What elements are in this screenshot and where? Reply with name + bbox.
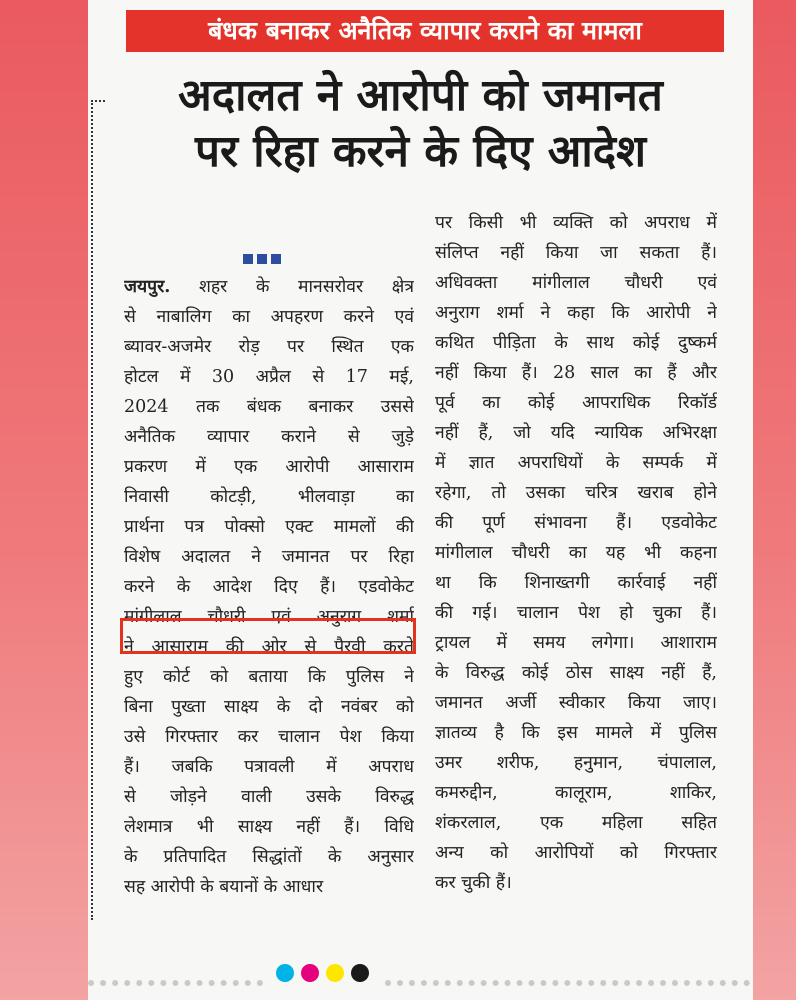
headline [108,68,733,180]
article-line-text: 2024 तक बंधक बनाकर उससे [124,397,414,417]
article-line-text: लेशमात्र भी साक्ष्य नहीं हैं। विधि [124,817,414,837]
article-line-text: मांगीलाल चौधरी का यह भी कहना [435,543,717,563]
headline-line-1: अदालत ने आरोपी को जमानत [178,70,663,121]
article-line-text: के विरुद्ध कोई ठोस साक्ष्य नहीं हैं, [435,663,717,683]
headline-line-2: पर रिहा करने के दिए आदेश [194,126,647,177]
article-line [124,722,414,752]
article-line-text: में ज्ञात अपराधियों के सम्पर्क में [435,453,717,473]
article-line-text: विशेष अदालत ने जमानत पर रिहा [124,547,414,567]
article-line [435,328,717,358]
article-line-text: था कि शिनाख्तगी कार्रवाई नहीं [435,573,717,593]
article-line [124,872,414,902]
article-line [435,748,717,778]
highlight-box [120,618,416,654]
article-line-text: प्रकरण में एक आरोपी आसाराम [124,457,414,477]
article-line-text: कर चुकी हैं। [435,873,512,893]
article-line-text: के प्रतिपादित सिद्धांतों के अनुसार [124,847,414,867]
article-line-text: शहर के मानसरोवर क्षेत्र [198,277,414,297]
article-line-text: नहीं हैं, जो यदि न्यायिक अभिरक्षा [435,423,717,443]
article-line [124,842,414,872]
dotted-border-left [91,100,93,920]
article-line-text: निवासी कोटड़ी, भीलवाड़ा का [124,487,414,507]
article-line [435,538,717,568]
article-line-text: संलिप्त नहीं किया जा सकता हैं। [435,243,717,263]
article-line-text: ज्ञातव्य है कि इस मामले में पुलिस [435,723,717,743]
registration-dot [276,964,294,982]
article-line-text: सह आरोपी के बयानों के आधार [124,877,324,897]
article-line [435,688,717,718]
article-line [124,302,414,332]
article-line-text: हुए कोर्ट को बताया कि पुलिस ने [124,667,414,687]
article-column-left [124,272,414,902]
article-line [124,452,414,482]
registration-dot [326,964,344,982]
article-line [124,542,414,572]
footer-rule-left [88,980,263,986]
article-line [435,418,717,448]
article-line [435,718,717,748]
article-line-text: अनुराग शर्मा ने कहा कि आरोपी ने [435,303,717,323]
article-line [435,448,717,478]
registration-dot [351,964,369,982]
kicker-banner: बंधक बनाकर अनैतिक व्यापार कराने का मामला [126,10,724,52]
article-line [124,512,414,542]
article-line-text: पर किसी भी व्यक्ति को अपराध में [435,213,717,233]
marker-square [243,254,253,264]
dotted-border-corner [91,100,105,102]
article-line-text: अधिवक्ता मांगीलाल चौधरी एवं [435,273,717,293]
marker-square [271,254,281,264]
article-line-text: प्रार्थना पत्र पोक्सो एक्ट मामलों की [124,517,414,537]
article-line-text: होटल में 30 अप्रैल से 17 मई, [124,367,414,387]
article-line [124,482,414,512]
article-line [435,778,717,808]
registration-dot [301,964,319,982]
article-line [124,692,414,722]
article-line-text: पूर्व का कोई आपराधिक रिकॉर्ड [435,393,717,413]
newspaper-clipping [88,0,753,1000]
article-line [435,388,717,418]
dateline: जयपुर. [124,277,171,297]
article-line-text: कमरुद्दीन, कालूराम, शाकिर, [435,783,717,803]
marker-square [257,254,267,264]
article-line [124,362,414,392]
article-column-right [435,208,717,898]
article-line-text: की गई। चालान पेश हो चुका हैं। [435,603,717,623]
article-line [124,332,414,362]
article-line-text: हैं। जबकि पत्रावली में अपराध [124,757,414,777]
article-line-text: ट्रायल में समय लगेगा। आशाराम [435,633,717,653]
article-line [435,628,717,658]
article-line-text: करने के आदेश दिए हैं। एडवोकेट [124,577,414,597]
article-line [124,812,414,842]
article-line [435,808,717,838]
article-line-text: बिना पुख्ता साक्ष्य के दो नवंबर को [124,697,414,717]
article-line-text: जमानत अर्जी स्वीकार किया जाए। [435,693,717,713]
article-line [435,568,717,598]
article-line-text: उसे गिरफ्तार कर चालान पेश किया [124,727,414,747]
article-line-text: ब्यावर-अजमेर रोड़ पर स्थित एक [124,337,414,357]
article-line [435,838,717,868]
article-line-text: अनैतिक व्यापार कराने से जुड़े [124,427,414,447]
article-line-text: उमर शरीफ, हनुमान, चंपालाल, [435,753,717,773]
article-line [124,782,414,812]
article-line [435,268,717,298]
article-line [124,752,414,782]
article-line [435,208,717,238]
article-line-text: की पूर्ण संभावना हैं। एडवोकेट [435,513,717,533]
article-line-text: मांगीलाल चौधरी एवं अनुराग शर्मा [124,607,414,627]
article-line-text: ने आसाराम की ओर से पैरवी करते [124,637,414,657]
article-line [435,868,717,898]
footer-rule-right [385,980,750,986]
article-line [435,478,717,508]
section-marker [243,254,281,264]
article-line-text: अन्य को आरोपियों को गिरफ्तार [435,843,717,863]
article-line-text: नहीं किया हैं। 28 साल का हैं और [435,363,717,383]
article-line [124,662,414,692]
article-line [435,598,717,628]
article-line [435,238,717,268]
article-line [435,298,717,328]
article-line [435,508,717,538]
article-line [124,572,414,602]
article-line [435,358,717,388]
article-line [124,272,414,302]
article-line-text: से नाबालिग का अपहरण करने एवं [124,307,414,327]
article-line-text: कथित पीड़िता के साथ कोई दुष्कर्म [435,333,717,353]
article-line-text: रहेगा, तो उसका चरित्र खराब होने [435,483,717,503]
article-line [124,422,414,452]
article-line [124,392,414,422]
article-line-text: से जोड़ने वाली उसके विरुद्ध [124,787,414,807]
article-line [435,658,717,688]
registration-dots [276,964,369,982]
article-line-text: शंकरलाल, एक महिला सहित [435,813,717,833]
